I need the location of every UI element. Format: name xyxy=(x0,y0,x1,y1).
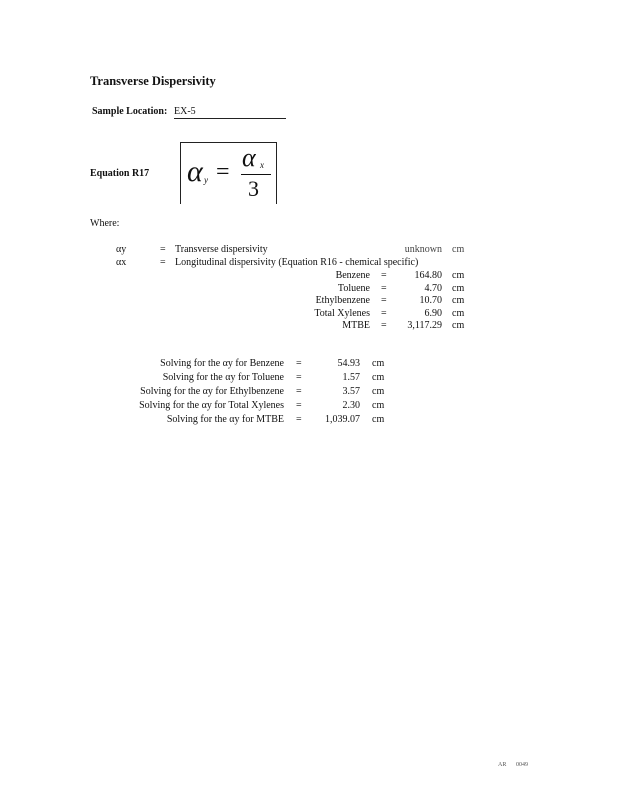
solving-unit: cm xyxy=(372,414,385,425)
definition-equals: = xyxy=(160,257,166,268)
compound-equals: = xyxy=(381,270,387,281)
compound-name: Total Xylenes xyxy=(314,308,370,319)
equation-numerator: α xyxy=(242,143,256,172)
solving-unit: cm xyxy=(372,386,385,397)
solving-text: Solving for the αy for Ethylbenzene xyxy=(140,386,284,397)
footer-page-number: 0049 xyxy=(516,762,528,768)
solving-equals: = xyxy=(296,400,302,411)
definition-symbol: αx xyxy=(116,257,127,268)
page-title: Transverse Dispersivity xyxy=(90,74,216,88)
definition-unit: cm xyxy=(452,244,465,255)
definition-equals: = xyxy=(160,244,166,255)
definition-text: Longitudinal dispersivity (Equation R16 - chemical specific) xyxy=(175,257,419,268)
footer-prefix: AR xyxy=(498,762,507,768)
compound-value: 164.80 xyxy=(414,270,442,281)
compound-name: Benzene xyxy=(335,270,370,281)
compound-unit: cm xyxy=(452,308,465,319)
solving-unit: cm xyxy=(372,358,385,369)
solving-value: 54.93 xyxy=(337,358,360,369)
solving-equals: = xyxy=(296,386,302,397)
equation-numerator-subscript: x xyxy=(260,160,264,170)
definition-symbol: αy xyxy=(116,244,127,255)
solving-text: Solving for the αy for Benzene xyxy=(160,358,284,369)
solving-unit: cm xyxy=(372,372,385,383)
where-label: Where: xyxy=(90,218,120,229)
solving-unit: cm xyxy=(372,400,385,411)
sample-location-value: EX-5 xyxy=(174,106,286,119)
compound-value: 4.70 xyxy=(424,283,442,294)
compound-value: 10.70 xyxy=(419,295,442,306)
compound-equals: = xyxy=(381,308,387,319)
compound-name: Ethylbenzene xyxy=(315,295,370,306)
compound-equals: = xyxy=(381,283,387,294)
compound-value: 3,117.29 xyxy=(407,320,442,331)
equation-equals: = xyxy=(216,159,230,185)
solving-equals: = xyxy=(296,358,302,369)
solving-text: Solving for the αy for MTBE xyxy=(166,414,284,425)
equation-box xyxy=(180,142,277,204)
compound-unit: cm xyxy=(452,283,465,294)
solving-text: Solving for the αy for Toluene xyxy=(162,372,284,383)
definition-value: unknown xyxy=(404,244,442,255)
compound-name: Toluene xyxy=(337,283,370,294)
compound-value: 6.90 xyxy=(424,308,442,319)
compound-unit: cm xyxy=(452,295,465,306)
compound-equals: = xyxy=(381,295,387,306)
equation-label: Equation R17 xyxy=(90,168,150,179)
equation-lhs-subscript: y xyxy=(204,175,208,185)
solving-value: 3.57 xyxy=(342,386,360,397)
equation-denominator: 3 xyxy=(248,176,259,201)
equation-lhs: α xyxy=(187,155,203,188)
compound-equals: = xyxy=(381,320,387,331)
solving-text: Solving for the αy for Total Xylenes xyxy=(139,400,284,411)
compound-unit: cm xyxy=(452,270,465,281)
compound-unit: cm xyxy=(452,320,465,331)
solving-equals: = xyxy=(296,372,302,383)
solving-value: 2.30 xyxy=(342,400,360,411)
solving-value: 1,039.07 xyxy=(325,414,360,425)
solving-value: 1.57 xyxy=(342,372,360,383)
compound-name: MTBE xyxy=(342,320,370,331)
definition-text: Transverse dispersivity xyxy=(175,244,268,255)
sample-location-label: Sample Location: xyxy=(92,106,168,117)
fraction-bar xyxy=(241,174,271,175)
solving-equals: = xyxy=(296,414,302,425)
